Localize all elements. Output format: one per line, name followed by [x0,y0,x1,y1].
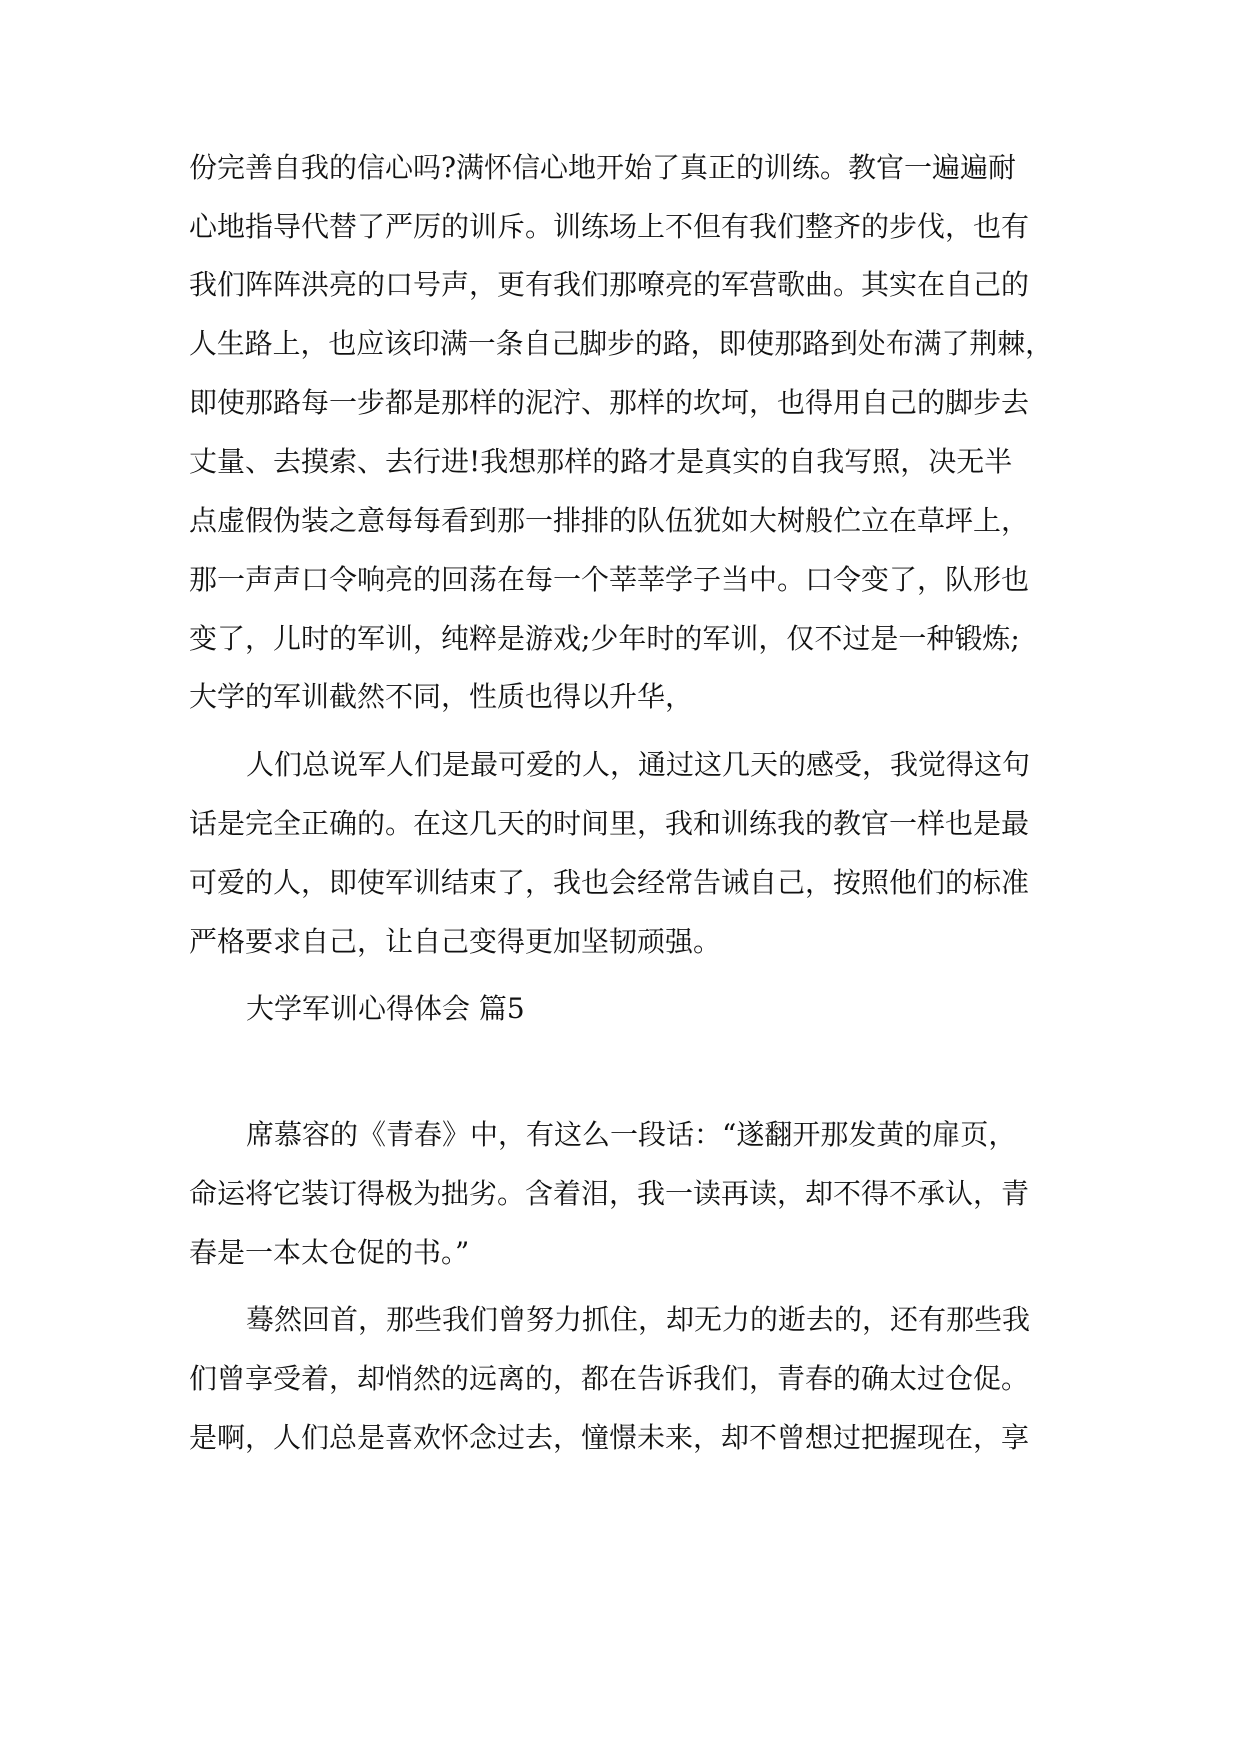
text-line: 们曾享受着，却悄然的远离的，都在告诉我们，青春的确太过仓促。 [189,1362,1030,1395]
text-line: 我们阵阵洪亮的口号声，更有我们那嘹亮的军营歌曲。其实在自己的 [189,268,1030,301]
text-line: 大学的军训截然不同，性质也得以升华， [189,680,694,713]
section-heading: 大学军训心得体会 篇5 [246,992,525,1025]
text-line: 即使那路每一步都是那样的泥泞、那样的坎坷，也得用自己的脚步去 [189,386,1030,419]
text-line: 丈量、去摸索、去行进!我想那样的路才是真实的自我写照，决无半 [189,445,1013,478]
text-line: 话是完全正确的。在这几天的时间里，我和训练我的教官一样也是最 [189,807,1030,840]
text-line: 命运将它装订得极为拙劣。含着泪，我一读再读，却不得不承认，青 [189,1177,1030,1210]
text-line: 严格要求自己，让自己变得更加坚韧顽强。 [189,925,722,958]
text-line: 蓦然回首，那些我们曾努力抓住，却无力的逝去的，还有那些我 [246,1303,1031,1336]
text-line: 人们总说军人们是最可爱的人，通过这几天的感受，我觉得这句 [246,748,1031,781]
text-line: 是啊，人们总是喜欢怀念过去，憧憬未来，却不曾想过把握现在，享 [189,1421,1030,1454]
text-line: 心地指导代替了严厉的训斥。训练场上不但有我们整齐的步伐，也有 [189,210,1030,243]
text-line: 那一声声口令响亮的回荡在每一个莘莘学子当中。口令变了，队形也 [189,563,1030,596]
text-line: 可爱的人，即使军训结束了，我也会经常告诫自己，按照他们的标准 [189,866,1030,899]
text-line: 席慕容的《青春》中，有这么一段话：“遂翻开那发黄的扉页， [246,1118,1017,1151]
text-line: 人生路上，也应该印满一条自己脚步的路，即使那路到处布满了荆棘， [189,327,1054,360]
text-line: 点虚假伪装之意每每看到那一排排的队伍犹如大树般伫立在草坪上， [189,504,1030,537]
text-line: 份完善自我的信心吗?满怀信心地开始了真正的训练。教官一遍遍耐 [189,151,1017,184]
text-line: 变了，儿时的军训，纯粹是游戏;少年时的军训，仅不过是一种锻炼; [189,622,1020,655]
text-line: 春是一本太仓促的书。” [189,1236,470,1269]
